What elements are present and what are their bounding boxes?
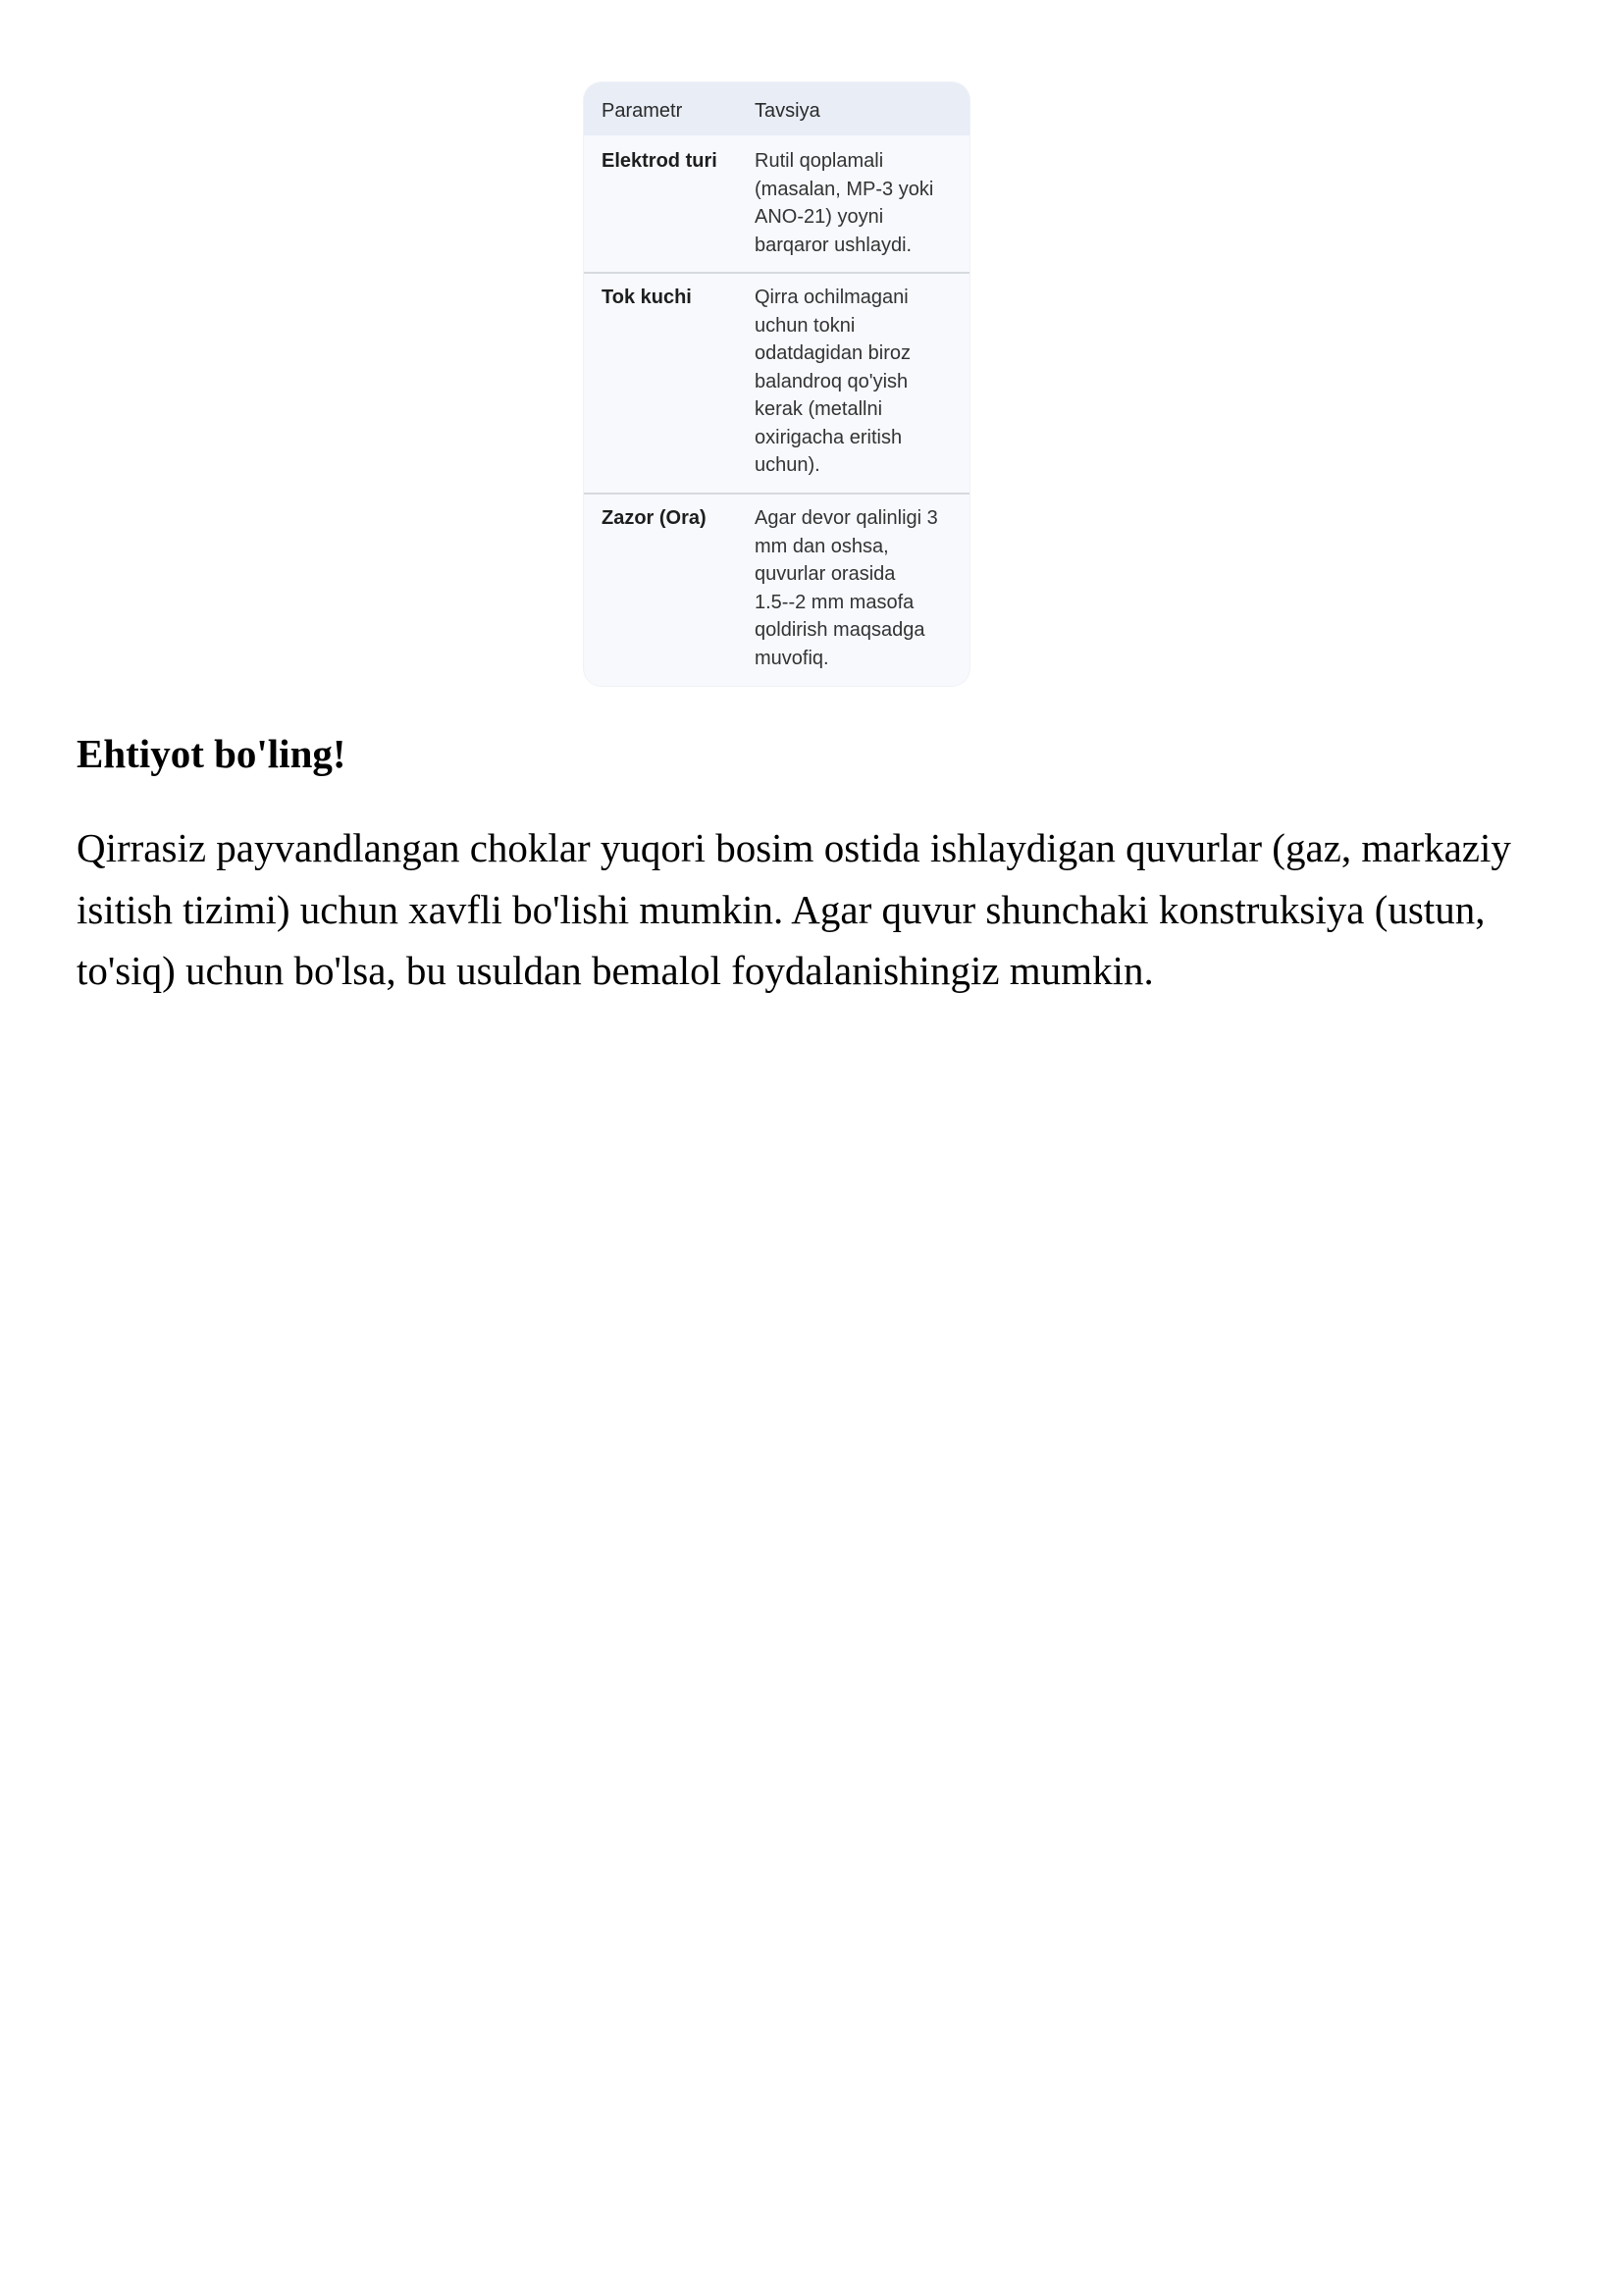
recommendation-table: [584, 82, 969, 686]
table-cell-recommendation-line: Qirra ochilmagani: [755, 287, 909, 308]
table-cell-recommendation-line: quvurlar orasida: [755, 563, 896, 585]
table-cell-recommendation-line: muvofiq.: [755, 647, 829, 669]
table-cell-recommendation-line: Agar devor qalinligi 3: [755, 507, 938, 529]
warning-paragraph: Qirrasiz payvandlangan choklar yuqori bosim ostida ishlaydigan quvurlar (gaz, markaziy isitish tizimi) uchun xavfli bo'lishi mumkin. Agar quvur shunchaki konstruksiya (ustun, to'siq) uchun bo'lsa, bu usuldan bemalol foydalanishingiz mumkin.: [77, 825, 1511, 993]
table-cell-recommendation-line: oxirigacha eritish: [755, 426, 903, 448]
table-cell-recommendation-line: uchun tokni: [755, 314, 856, 337]
table-cell-recommendation-line: qoldirish maqsadga: [755, 619, 925, 641]
table-cell-recommendation-line: (masalan, MP-3 yoki: [755, 178, 934, 200]
table-cell-recommendation-line: mm dan oshsa,: [755, 535, 889, 557]
warning-heading: Ehtiyot bo'ling!: [77, 731, 346, 776]
table-cell-recommendation-line: uchun).: [755, 454, 820, 476]
table-cell-parameter-gap: Zazor (Ora): [602, 507, 707, 529]
table-cell-recommendation-line: balandroq qo'yish: [755, 370, 909, 392]
table-cell-recommendation-line: odatdagidan biroz: [755, 342, 912, 364]
table-cell-parameter-current: Tok kuchi: [602, 287, 692, 308]
table-row-divider: [584, 272, 969, 274]
table-cell-recommendation-line: kerak (metallni: [755, 398, 883, 420]
table-cell-parameter-electrode: Elektrod turi: [602, 150, 717, 172]
table-cell-recommendation-line: ANO-21) yoyni: [755, 206, 884, 228]
table-header-recommendation: Tavsiya: [755, 100, 820, 122]
table-cell-recommendation-line: barqaror ushlaydi.: [755, 234, 913, 256]
table-cell-recommendation-line: 1.5--2 mm masofa: [755, 591, 915, 613]
table-row-divider: [584, 493, 969, 495]
table-header-parameter: Parametr: [602, 100, 683, 122]
table-cell-recommendation-line: Rutil qoplamali: [755, 150, 884, 172]
